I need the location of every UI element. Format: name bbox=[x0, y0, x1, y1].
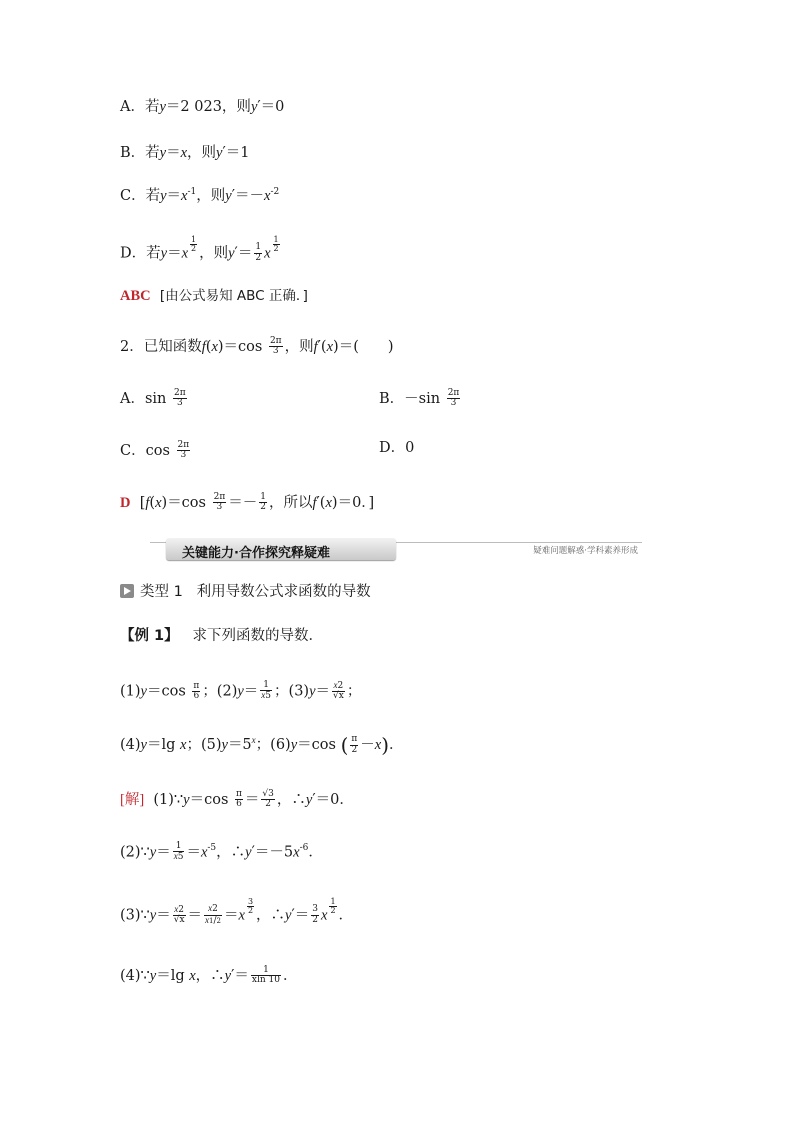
q2-option-d: D．0 bbox=[379, 440, 415, 456]
q2-answer: D [f(x)＝cos $\frac{2\pi}{3}$ ＝－ $\frac{1}{2}$ ，所以f′(x)＝0．] bbox=[120, 492, 375, 513]
q1-answer bbox=[120, 289, 308, 304]
q2-option-a: A．sin $\frac{2\pi}{3}$ bbox=[120, 388, 186, 409]
q2-option-c: C．cos $\frac{2\pi}{3}$ bbox=[120, 440, 190, 461]
type1-heading: 类型 1 利用导数公式求函数的导数 bbox=[120, 584, 371, 600]
q1-option-b: B．若y＝x，则y′＝1 bbox=[120, 145, 250, 161]
q1-option-a: A．若y＝2 023，则y′＝0 bbox=[120, 99, 285, 115]
banner-title: 关键能力·合作探究释疑难 bbox=[182, 546, 330, 561]
q2-option-b: B．－sin $\frac{2\pi}{3}$ bbox=[379, 388, 460, 409]
example1-row2: (4)y＝lg x；$(5)y=5^x$；(6)y＝cos ( $\frac{\pi}{2}$ －x)． bbox=[120, 733, 404, 757]
section-banner bbox=[150, 538, 642, 560]
q2-stem: 2．已知函数f(x)＝cos $\frac{2\pi}{3}$ ，则f′(x)＝( ) bbox=[120, 336, 394, 357]
answer-key: ABC bbox=[120, 288, 151, 304]
q1-option-d: D．若y＝x $\frac{1}{2}$ ，则y′＝ $\frac{1}{2}$ x $\frac{1}{2}$ bbox=[120, 235, 279, 263]
solution-4: (4)∵y＝lg x，∴y′＝ $\frac{1}{xln 10}$ ． bbox=[120, 965, 298, 986]
solution-2: (2)∵y＝ $\frac{1}{x5}$ $=x^{-5}$，$\therefore y'=-5x^{-6}$． bbox=[120, 841, 323, 863]
solution-tag: [解] bbox=[120, 791, 145, 808]
play-triangle-icon bbox=[120, 584, 134, 598]
solution-1: [解] (1)∵y＝cos $\frac{\pi}{6}$ ＝ $\frac{√3}{2}$ ，∴y′＝0． bbox=[120, 789, 354, 810]
example1-prompt: 【例 1】 求下列函数的导数． bbox=[120, 628, 323, 644]
answer-key: D bbox=[120, 494, 131, 511]
answer-note: [由公式易知 ABC 正确．] bbox=[159, 288, 308, 304]
banner-subtitle: 疑难问题解惑·学科素养形成 bbox=[533, 546, 638, 556]
example1-row1: (1)y＝cos $\frac{\pi}{6}$ ；(2)y＝ $\frac{1}{x5}$ ；(3)y＝ $\frac{x2}{√x}$ ； bbox=[120, 680, 362, 702]
q1-option-c: C．若$y=x^{-1}$，则$y'=-x^{-2}$ bbox=[120, 187, 280, 204]
solution-3: (3)∵y＝ $\frac{x2}{√x}$ ＝ $\frac{x2}{x1/2}$ ＝x $\frac{3}{2}$ ，∴y′＝ $\frac{3}{2}$ x $\frac{1}{2}$ ． bbox=[120, 897, 354, 926]
